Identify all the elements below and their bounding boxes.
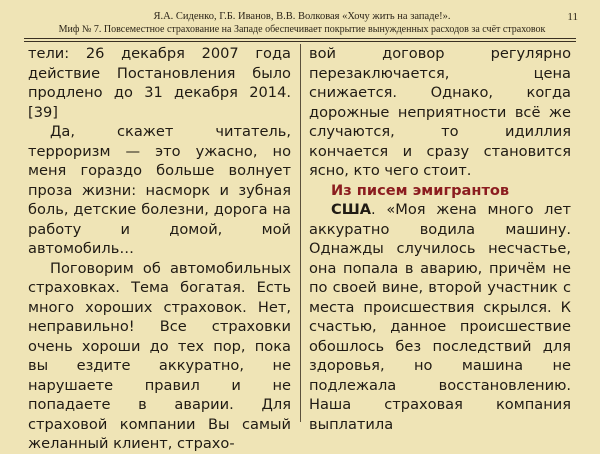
header-authors-title: Я.А. Сиденко, Г.Б. Иванов, В.В. Волковая «Хочу жить на западе!».: [153, 11, 451, 22]
paragraph-continuation: тели: 26 декабря 2007 года действие Постановления было продлено до 31 декабря 2014.[39]: [28, 45, 291, 121]
paragraph-letter-usa: [309, 200, 571, 434]
section-title: Из писем эмигрантов: [331, 181, 510, 199]
paragraph-car-insurance: Поговорим об автомобильных страховках. Тема богатая. Есть много хороших страховок. Нет, неправильно! Все страховки очень хороши до тех пор, пока вы ездите аккуратно, не нарушаете правил и не попадаете в аварии. Для страховой компании Вы самый желанный клиент, страхо-: [28, 259, 291, 452]
header-rule-thick: [24, 38, 576, 39]
paragraph-terrorism: Да, скажет читатель, терроризм — это ужасно, но меня гораздо больше волнует проза жизни: насморк и зубная боль, детские болезни, дорога на работу и домой, мой автомобиль…: [28, 123, 291, 257]
paragraph-contract: вой договор регулярно перезаключается, цена снижается. Однако, когда дорожные неприятности всё же случаются, то идиллия кончается и сразу становится ясно, кто чего стоит.: [309, 45, 571, 179]
header-rule-thin: [24, 41, 576, 42]
country-label: США: [331, 201, 372, 218]
right-column: [309, 44, 571, 434]
letter-text: . «Моя жена много лет аккуратно водила машину. Однажды случилось несчастье, она попала в аварию, причём не по своей вине, второй участник с места происшествия скрылся. К счастью, данное происшествие обошлось без последствий для здоровья, но машина не подлежала восстановлению. Наша страховая компания выплатила: [309, 201, 571, 433]
page-number: 11: [567, 11, 578, 23]
column-divider: [300, 44, 301, 422]
header-chapter-title: Миф № 7. Повсеместное страхование на Западе обеспечивает покрытие вынужденных расходов за счёт страховок: [58, 24, 546, 35]
left-column: [28, 44, 291, 454]
